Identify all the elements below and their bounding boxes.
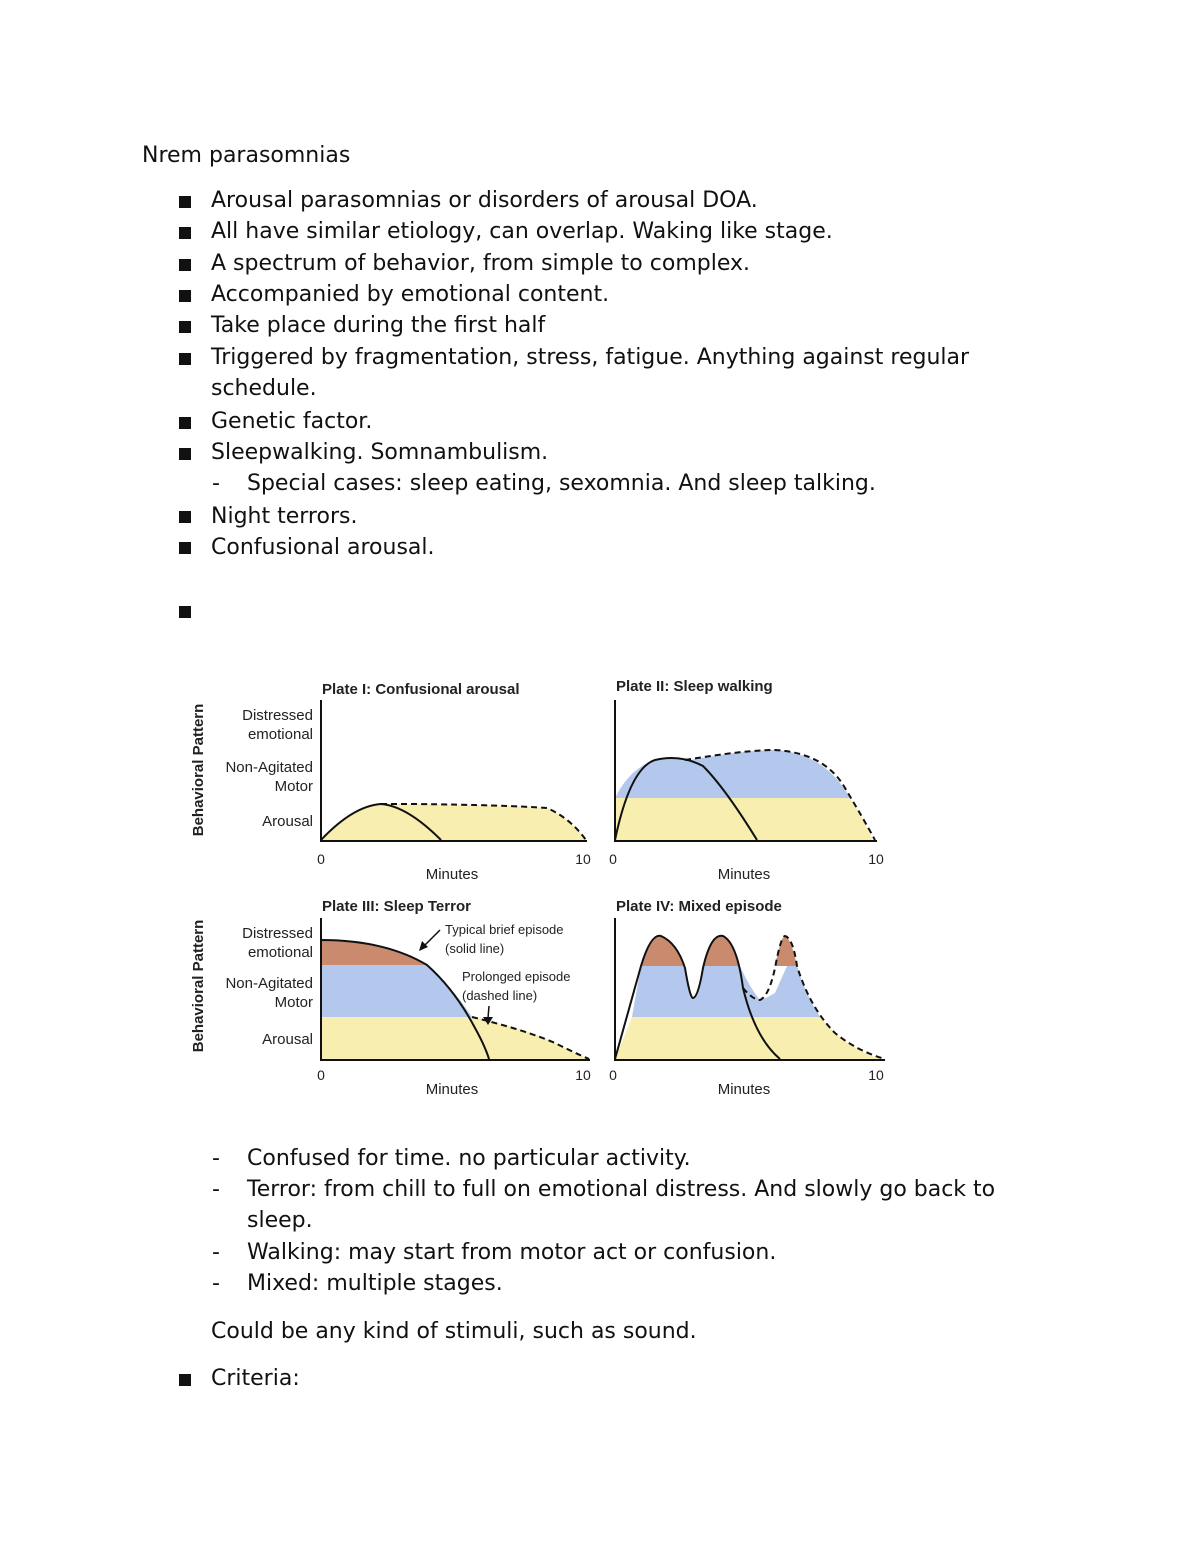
bullet-marker: [179, 353, 191, 365]
bullet-marker: [179, 417, 191, 429]
page-heading: Nrem parasomnias: [142, 143, 351, 168]
annotation-typical: (solid line): [445, 941, 505, 956]
bullet-marker: [179, 321, 191, 333]
annotation-arrow: [423, 930, 440, 947]
level-label: Distressed: [242, 925, 313, 942]
plate-title: Plate IV: Mixed episode: [616, 898, 782, 915]
sub-bullet-text-continued: sleep.: [247, 1208, 313, 1233]
bullet-marker: [179, 227, 191, 239]
bullet-marker: [179, 290, 191, 302]
bullet-marker: [179, 542, 191, 554]
y-axis-label: Behavioral Pattern: [190, 919, 207, 1053]
dash-marker: -: [212, 471, 220, 496]
sub-bullet-text: Special cases: sleep eating, sexomnia. And sleep talking.: [247, 471, 876, 496]
paragraph: Could be any kind of stimuli, such as sound.: [211, 1319, 697, 1344]
sub-bullet-text: Confused for time. no particular activity.: [247, 1146, 691, 1171]
bullet-marker: [179, 196, 191, 208]
x-label: Minutes: [425, 1081, 479, 1098]
plate-title: Plate III: Sleep Terror: [322, 898, 471, 915]
dash-marker: -: [212, 1146, 220, 1171]
x-min: 0: [317, 1067, 325, 1083]
motor-region: [632, 966, 820, 1017]
level-label: Arousal: [262, 813, 313, 830]
level-label: Distressed: [242, 707, 313, 724]
bullet-text: Sleepwalking. Somnambulism.: [211, 440, 549, 465]
plate-1: [317, 681, 591, 883]
emotional-region: [321, 940, 427, 965]
motor-region: [615, 750, 850, 798]
bullet-marker: [179, 448, 191, 460]
bullet-marker: [179, 259, 191, 271]
annotation-prolonged: Prolonged episode: [462, 969, 571, 984]
annotation-arrow: [488, 1006, 489, 1018]
plate-title: Plate I: Confusional arousal: [322, 681, 520, 698]
y-axis-label: Behavioral Pattern: [190, 703, 207, 837]
level-label: Non-Agitated: [225, 975, 313, 992]
bullet-marker-empty: [179, 606, 191, 618]
bullet-text: A spectrum of behavior, from simple to complex.: [211, 251, 750, 276]
level-label: emotional: [247, 726, 313, 743]
dash-marker: -: [212, 1177, 220, 1202]
motor-region: [321, 965, 472, 1017]
x-min: 0: [609, 1067, 617, 1083]
sub-bullet-text: Mixed: multiple stages.: [247, 1271, 503, 1296]
x-min: 0: [609, 851, 617, 867]
dash-marker: -: [212, 1240, 220, 1265]
bullet-marker: [179, 511, 191, 523]
x-min: 0: [317, 851, 325, 867]
x-label: Minutes: [717, 866, 771, 883]
x-label: Minutes: [425, 866, 479, 883]
dash-marker: -: [212, 1271, 220, 1296]
bullet-text: Accompanied by emotional content.: [211, 282, 610, 307]
bullet-text: Take place during the first half: [211, 313, 546, 338]
sub-bullet-text: Terror: from chill to full on emotional distress. And slowly go back to: [247, 1177, 996, 1202]
bullet-text: All have similar etiology, can overlap. Waking like stage.: [211, 219, 833, 244]
bullet-text: Arousal parasomnias or disorders of arousal DOA.: [211, 188, 758, 213]
bullet-text-continued: schedule.: [211, 376, 317, 401]
x-max: 10: [868, 851, 884, 867]
level-label: Motor: [274, 778, 313, 795]
bullet-text: Criteria:: [211, 1366, 300, 1391]
x-label: Minutes: [717, 1081, 771, 1098]
level-label: Non-Agitated: [225, 759, 313, 776]
plate-3: [317, 898, 591, 1098]
bullet-text: Night terrors.: [211, 504, 358, 529]
bullet-text: Triggered by fragmentation, stress, fatigue. Anything against regular: [211, 345, 970, 370]
x-max: 10: [868, 1067, 884, 1083]
annotation-typical: Typical brief episode: [445, 922, 564, 937]
annotation-prolonged: (dashed line): [462, 988, 538, 1003]
x-max: 10: [575, 851, 591, 867]
level-label: emotional: [247, 944, 313, 961]
level-label: Motor: [274, 994, 313, 1011]
behavioral-pattern-figure: [185, 668, 900, 1108]
plate-title: Plate II: Sleep walking: [616, 678, 773, 695]
x-max: 10: [575, 1067, 591, 1083]
bullet-text: Genetic factor.: [211, 409, 373, 434]
sub-bullet-text: Walking: may start from motor act or confusion.: [247, 1240, 777, 1265]
level-label: Arousal: [262, 1031, 313, 1048]
bullet-marker: [179, 1374, 191, 1386]
bullet-text: Confusional arousal.: [211, 535, 435, 560]
arousal-region: [321, 1017, 589, 1059]
plate-4: [609, 898, 885, 1098]
plate-2: [609, 678, 884, 883]
